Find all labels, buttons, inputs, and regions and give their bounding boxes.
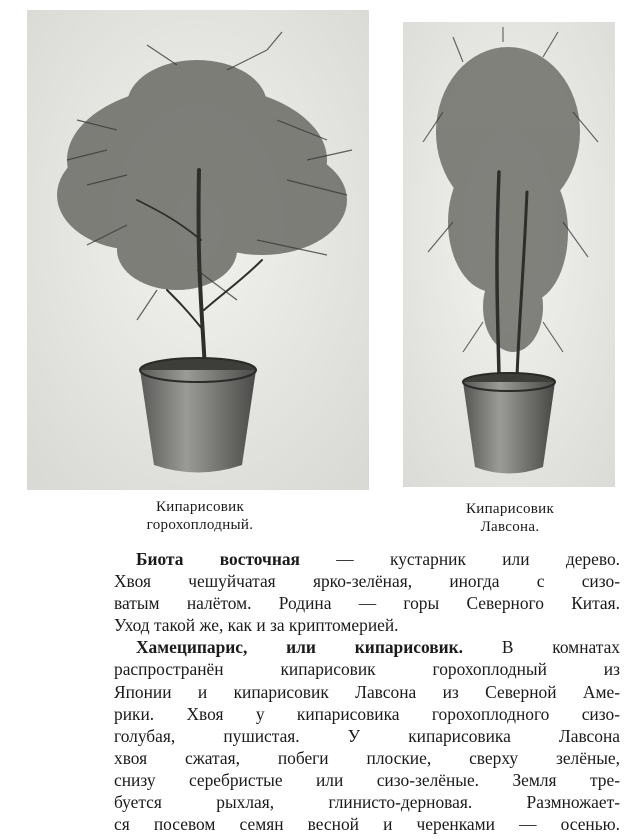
figure-caption-left: [100, 498, 300, 534]
text-line: ватым налётом. Родина — горы Северного Китая.: [114, 593, 620, 614]
caption-line: Лавсона.: [480, 519, 540, 535]
plant-illustration-left: [27, 10, 369, 490]
text-line: Биота восточная — кустарник или дерево.: [136, 549, 620, 569]
text-line: рики. Хвоя у кипарисовика горохоплодного сизо-: [114, 703, 620, 724]
caption-line: Кипарисовик: [155, 499, 245, 515]
plant-illustration-right: [403, 22, 615, 487]
text-line: Японии и кипарисовик Лавсона из Северной Аме-: [114, 681, 620, 702]
figure-chamaecyparis-lawsoniana-photo: [403, 22, 615, 487]
text-line: Уход такой же, как и за криптомерией.: [114, 615, 399, 636]
term-biota: Биота восточная: [136, 549, 300, 569]
text-line: голубая, пушистая. У кипарисовика Лавсона: [114, 725, 620, 746]
text-line: ся посевом семян весной и черенками — осенью.: [114, 814, 620, 835]
figure-caption-right: [420, 500, 600, 536]
text-line: распространён кипарисовик горохоплодный из: [114, 659, 620, 680]
text-line: Хамеципарис, или кипарисовик. В комнатах: [136, 637, 620, 658]
caption-line: Кипарисовик: [465, 501, 555, 517]
text-line: хвоя сжатая, побеги плоские, сверху зелёные,: [114, 747, 620, 768]
text-line: снизу серебристые или сизо-зелёные. Земля тре-: [114, 769, 620, 790]
body-text: [114, 548, 620, 835]
caption-line: горохоплодный.: [146, 517, 254, 533]
term-chamaecyparis: Хамеципарис, или кипарисовик.: [136, 637, 463, 658]
text-line: буется рыхлая, глинисто-дерновая. Размножает-: [114, 792, 620, 813]
figure-chamaecyparis-pisifera-photo: [27, 10, 369, 490]
text-line: Хвоя чешуйчатая ярко-зелёная, иногда с сизо-: [114, 571, 620, 592]
